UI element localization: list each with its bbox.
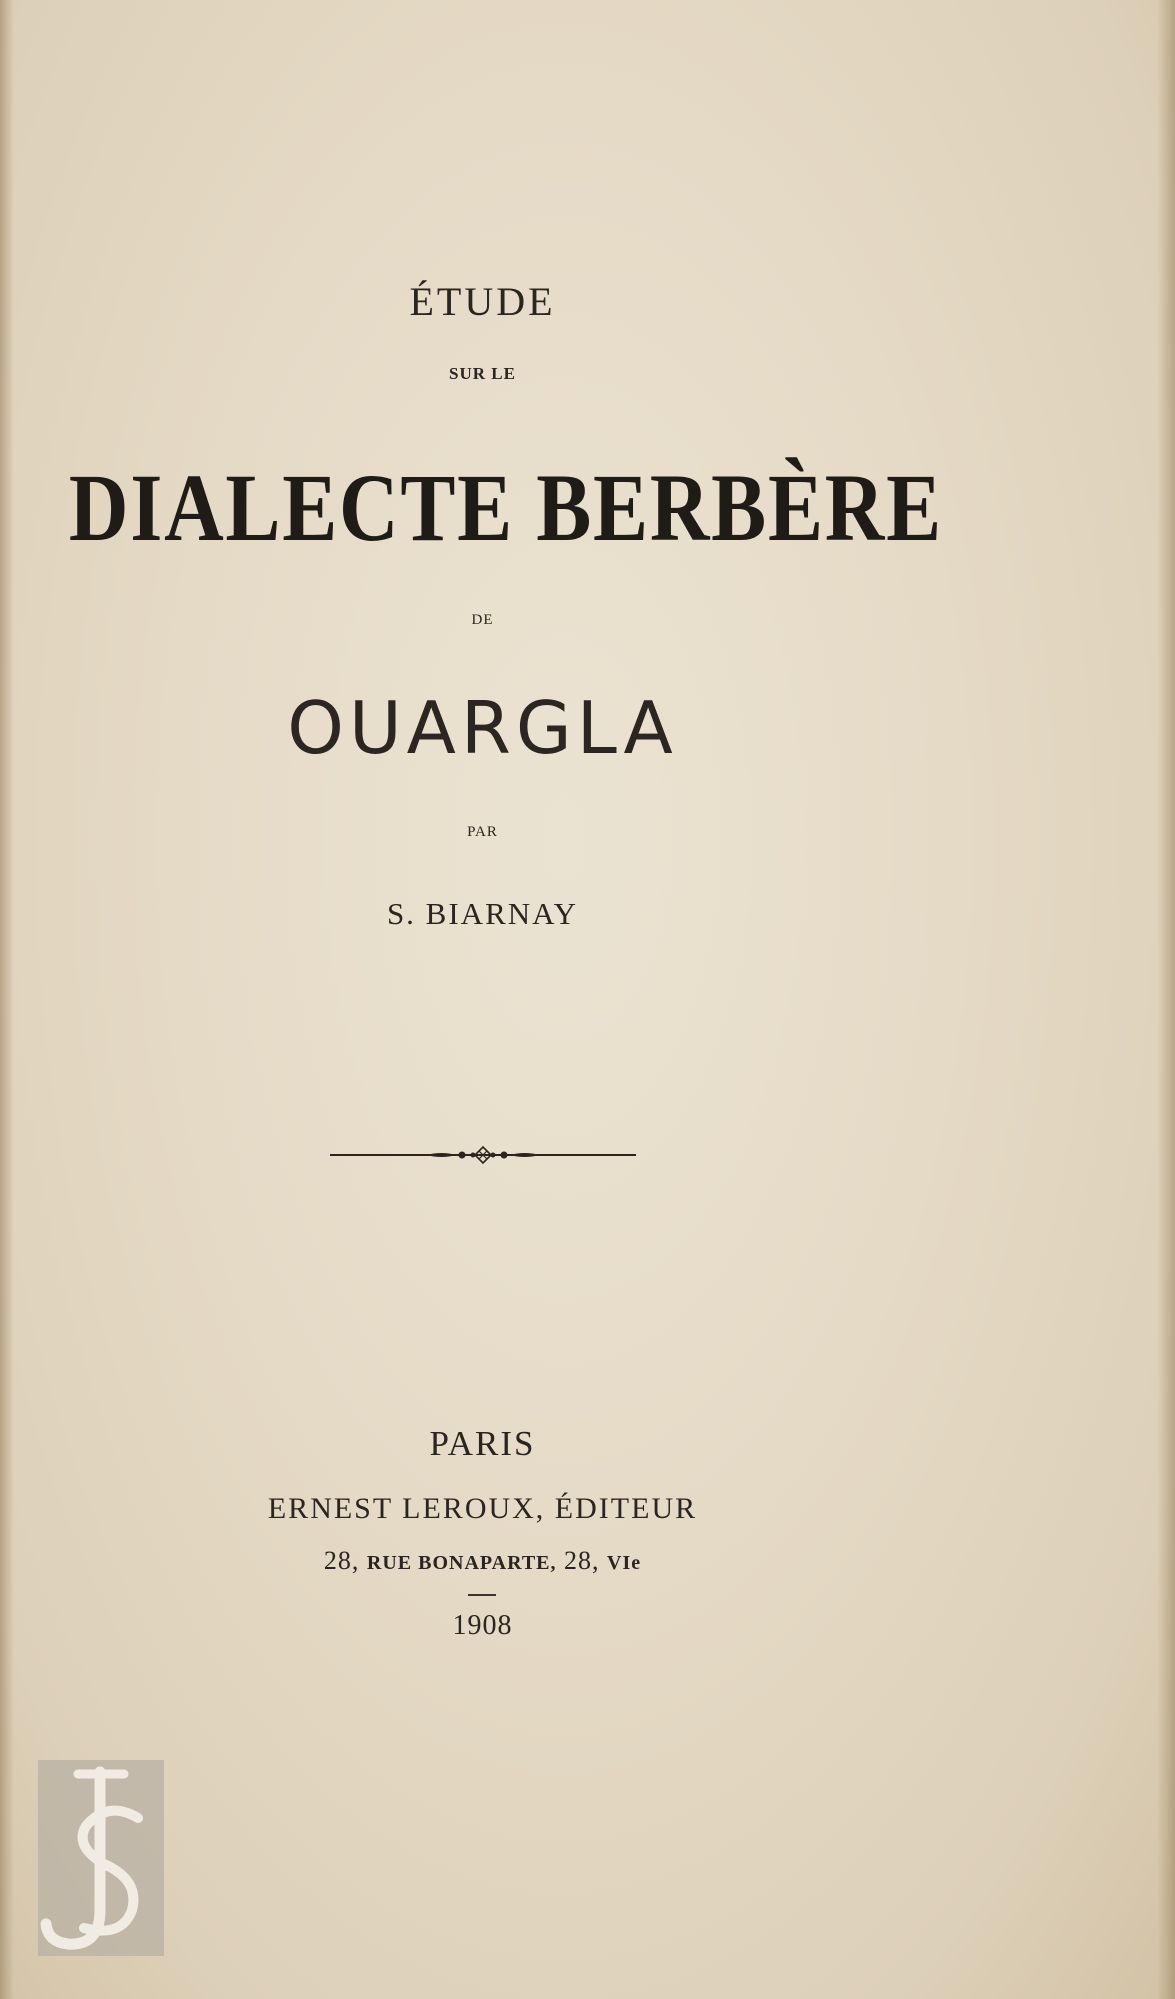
address-street: RUE BONAPARTE, <box>366 1552 557 1574</box>
title-line-de: DE <box>471 612 494 628</box>
address-arrondissement: VIe <box>607 1552 642 1574</box>
ornament-divider-icon <box>330 1144 636 1166</box>
js-monogram-seal-icon <box>38 1760 164 1956</box>
main-title: DIALECTE BERBÈRE <box>68 454 943 561</box>
by-line: PAR <box>467 824 498 840</box>
imprint-dash <box>468 1594 496 1596</box>
imprint-year: 1908 <box>452 1610 513 1641</box>
title-line-sur-le: SUR LE <box>449 364 516 383</box>
address-number: 28, <box>323 1546 360 1575</box>
imprint-city: PARIS <box>429 1424 536 1463</box>
imprint-publisher: ERNEST LEROUX, ÉDITEUR <box>267 1492 698 1525</box>
title-place: OUARGLA <box>287 686 678 770</box>
page-edge-right <box>1157 0 1175 1999</box>
title-line-etude: ÉTUDE <box>409 279 556 324</box>
address-number-2: 28, <box>564 1546 600 1575</box>
imprint-address <box>0 1546 965 1576</box>
author-name: S. BIARNAY <box>386 896 579 931</box>
